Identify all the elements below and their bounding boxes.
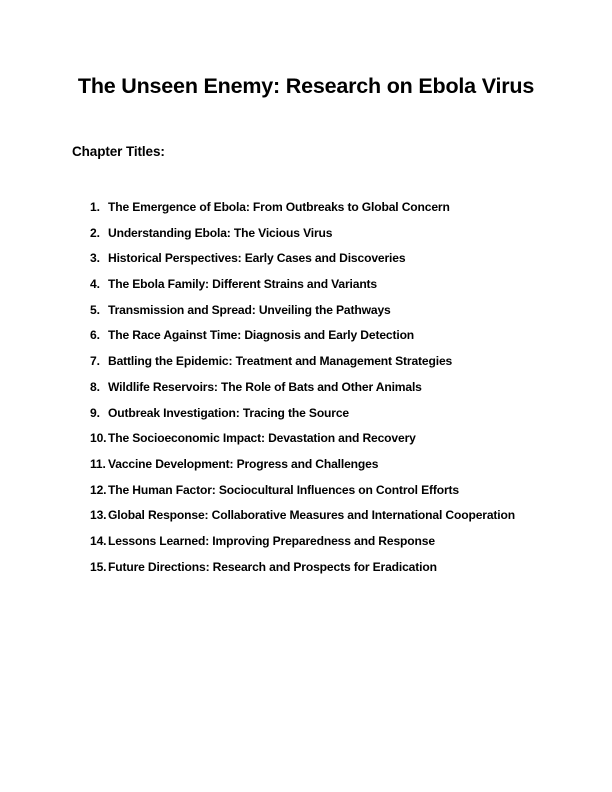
chapter-title: Outbreak Investigation: Tracing the Source (108, 405, 350, 420)
chapter-title: The Emergence of Ebola: From Outbreaks to Global Concern (108, 200, 450, 214)
chapter-item (0, 378, 612, 404)
chapter-number: 13. (90, 508, 107, 523)
document-title: The Unseen Enemy: Research on Ebola Virus (77, 74, 535, 98)
chapter-item (0, 198, 612, 224)
chapter-item (0, 532, 612, 558)
chapter-number: 6. (90, 328, 100, 343)
chapter-title: Future Directions: Research and Prospects for Eradication (108, 559, 437, 574)
chapter-title: The Race Against Time: Diagnosis and Early Detection (108, 328, 415, 343)
chapter-title: Battling the Epidemic: Treatment and Management Strategies (108, 354, 453, 369)
chapter-number: 7. (90, 354, 100, 369)
chapter-item (0, 429, 612, 455)
chapter-item (0, 301, 612, 327)
chapter-item (0, 224, 612, 250)
chapter-item (0, 249, 612, 275)
chapter-item (0, 558, 612, 584)
chapter-number: 1. (90, 200, 100, 214)
chapter-number: 10. (90, 431, 107, 446)
chapter-number: 12. (90, 482, 107, 497)
chapter-number: 11. (90, 456, 106, 471)
chapter-title: The Socioeconomic Impact: Devastation and Recovery (108, 431, 416, 446)
chapter-item (0, 352, 612, 378)
chapter-item (0, 275, 612, 301)
chapter-item (0, 326, 612, 352)
chapter-title: Global Response: Collaborative Measures and International Cooperation (108, 508, 515, 523)
chapter-item (0, 455, 612, 481)
chapter-number: 4. (90, 277, 100, 292)
chapter-title: Vaccine Development: Progress and Challenges (108, 456, 379, 471)
chapter-title: The Ebola Family: Different Strains and Variants (108, 277, 378, 292)
chapter-title: The Human Factor: Sociocultural Influences on Control Efforts (108, 482, 459, 497)
chapter-number: 15. (90, 559, 107, 574)
chapter-title: Understanding Ebola: The Vicious Virus (108, 225, 333, 240)
chapter-title: Wildlife Reservoirs: The Role of Bats and Other Animals (108, 379, 422, 394)
chapter-number: 5. (90, 302, 100, 317)
chapter-number: 14. (90, 533, 107, 548)
chapter-number: 8. (90, 379, 100, 394)
chapter-number: 2. (90, 225, 100, 240)
chapter-number: 3. (90, 251, 100, 266)
chapter-list (0, 198, 612, 583)
chapter-item (0, 404, 612, 430)
chapter-number: 9. (90, 405, 100, 420)
chapter-title: Lessons Learned: Improving Preparedness and Response (108, 533, 435, 548)
chapter-item (0, 506, 612, 532)
section-heading: Chapter Titles: (72, 144, 165, 159)
chapter-item (0, 481, 612, 507)
chapter-title: Historical Perspectives: Early Cases and Discoveries (108, 251, 406, 266)
chapter-title: Transmission and Spread: Unveiling the Pathways (108, 302, 391, 317)
